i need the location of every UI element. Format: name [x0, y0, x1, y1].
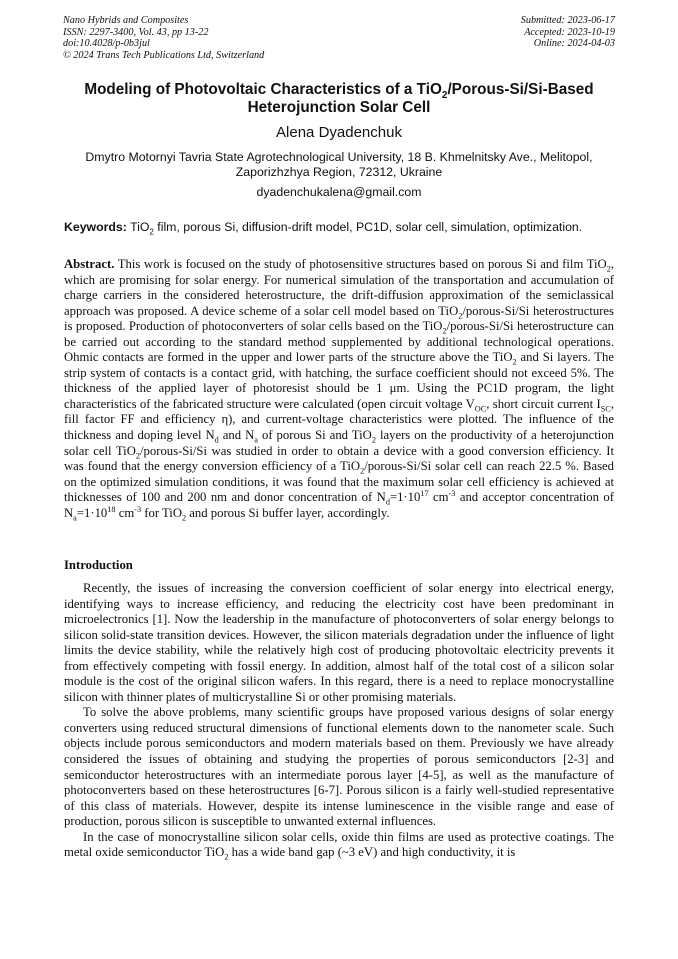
- accepted-date: Accepted: 2023-10-19: [524, 26, 615, 38]
- submitted-date: Submitted: 2023-06-17: [520, 15, 615, 26]
- affiliation-line: Dmytro Motornyi Tavria State Agrotechnological University, 18 B. Khmelnitsky Ave., Melitopol,: [85, 150, 593, 164]
- doi: doi:10.4028/p-0b3jul: [63, 38, 150, 50]
- author: Alena Dyadenchuk: [276, 124, 402, 141]
- keywords-label: Keywords:: [64, 220, 127, 234]
- affiliation-line: Zaporizhzhya Region, 72312, Ukraine: [235, 165, 443, 179]
- paragraph: To solve the above problems, many scientific groups have proposed various designs of solar energy converters using reduced structural dimensions of functional elements down to the nanometer scale. Such objects include porous semiconductors and modern materials based on them. Previously we have already considered the issues of obtaining and studying the properties of porous semiconductors [2-3] and semiconductor heterostructures with an intermediate porous layer [4-5], as well as the manufacture of photoconverters based on these heterostructures [6-7]. Porous silicon is a fairly well-studied representative of this class of materials. However, despite its intense luminescence in the visible range and ease of production, porous silicon is susceptible to unwanted external influences.: [64, 705, 614, 829]
- abstract-label: Abstract.: [64, 257, 115, 271]
- email[interactable]: dyadenchukalena@gmail.com: [256, 185, 422, 199]
- paragraph: Recently, the issues of increasing the conversion coefficient of solar energy into electrical energy, identifying ways to increase efficiency, and reducing the electricity cost have been predominant in microelectronics [1]. Now the leadership in the manufacture of photoconverters of solar energy belongs to silicon solid-state transition devices. However, the silicon materials degradation under the influence of light limits the device stability, while the relatively high cost of producing photovoltaic electricity prevents it from effectively competing with fossil energy. In addition, almost half of the total cost of a silicon solar module is the cost of the original silicon wafers. In this regard, there is a need to replace monocrystalline silicon with thinner plates of multicrystalline Si or other promising materials.: [64, 581, 614, 704]
- abstract-text: This work is focused on the study of photosensitive structures based on porous Si and film TiO$_2$, which are promising for solar energy. For numerical simulation of the transportation and accumulation of charge carriers in the considered heterostructure, the drift-diffusion approximation of the semiclassical approach was proposed. A device scheme of a solar cell model based on TiO$_2$/porous-Si/Si heterostructures is proposed. Production of photoconverters of solar cells based on the TiO$_2$/porous-Si/Si heterostructure can be carried out according to the standard method supplemented by additional technological operations. Ohmic contacts are formed in the upper and lower parts of the structure above the TiO$_2$ and Si layers. The strip system of contacts is a contact grid, with hatching, the surface coefficient should not exceed 5%. The thickness of the applied layer of photoresist should be 1 μm. Using the PC1D program, the light characteristics of the fabricated structure were calculated (open circuit voltage $V_{OC}$, short circuit current $I_{SC}$, fill factor FF and efficiency η), and current-voltage characteristics were plotted. The influence of the thickness and doping level $N_d$ and $N_a$ of porous Si and TiO$_2$ layers on the productivity of a heterojunction solar cell TiO$_2$/porous-Si/Si was studied in order to obtain a device with a good conversion efficiency. It was found that the energy conversion efficiency of a TiO$_2$/porous-Si/Si solar cell can reach 22.5 %. Based on the optimized simulation conditions, it was found that the maximum solar cell efficiency is achieved at thicknesses of 100 and 200 nm and donor concentration of $N_d=1\cdot 10^{17}$ $cm^{-3}$ and acceptor concentration of $N_a=1\cdot 10^{18}$ $cm^{-3}$ for TiO$_2$ and porous Si buffer layer, accordingly.: [64, 257, 615, 523]
- introduction-body: [64, 581, 614, 861]
- affiliation: [40, 150, 638, 180]
- dates: [521, 15, 615, 50]
- paper-title: Modeling of Photovoltaic Characteristics of a TiO$_2$/Porous-Si/Si-Based Heterojunction Solar Cell: [84, 81, 594, 116]
- paragraph: In the case of monocrystalline silicon solar cells, oxide thin films are used as protective coatings. The metal oxide semiconductor TiO$_2$ has a wide band gap (~3 eV) and high conductivity, it is: [64, 829, 614, 862]
- keywords-text: TiO$_2$ film, porous Si, diffusion-drift model, PC1D, solar cell, simulation, optimization.: [126, 220, 583, 237]
- issn: ISSN: 2297-3400, Vol. 43, pp 13-22: [63, 26, 209, 38]
- keywords: [64, 220, 614, 237]
- copyright: © 2024 Trans Tech Publications Ltd, Switzerland: [63, 50, 265, 62]
- online-date: Online: 2024-04-03: [533, 38, 615, 50]
- journal-name: Nano Hybrids and Composites: [63, 15, 189, 26]
- journal-info: [63, 15, 264, 62]
- abstract: [64, 257, 614, 521]
- section-heading-introduction: Introduction: [64, 558, 133, 572]
